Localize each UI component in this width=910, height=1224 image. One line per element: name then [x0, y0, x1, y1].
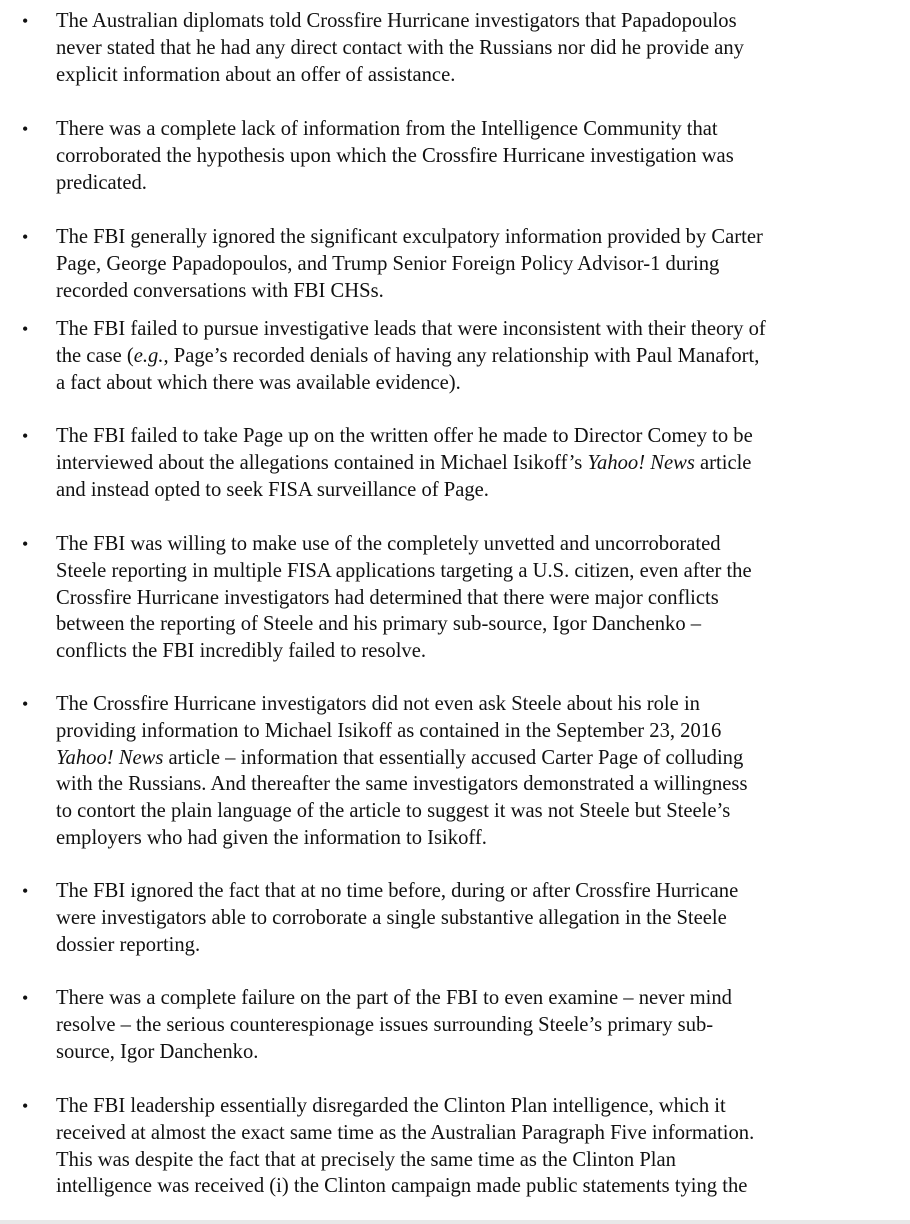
- bullet-item: [22, 316, 856, 396]
- text-line: conflicts the FBI incredibly failed to resolve.: [56, 640, 427, 663]
- text-line: were investigators able to corroborate a single substantive allegation in the Steele: [56, 906, 727, 929]
- text-line: received at almost the exact same time as the Australian Paragraph Five information.: [56, 1121, 755, 1144]
- text-line: Crossfire Hurricane investigators had determined that there were major conflicts: [56, 586, 719, 609]
- bullet-item: [22, 224, 856, 304]
- bullet-marker: •: [22, 227, 29, 247]
- text-line: The Crossfire Hurricane investigators did not even ask Steele about his role in: [56, 693, 700, 715]
- italic-publication-title: Yahoo! News: [56, 746, 164, 769]
- text-line: The Australian diplomats told Crossfire Hurricane investigators that Papadopoulos: [56, 10, 737, 32]
- italic-publication-title: Yahoo! News: [587, 451, 695, 474]
- text-line: Steele reporting in multiple FISA applications targeting a U.S. citizen, even after the: [56, 559, 752, 582]
- text-line: and instead opted to seek FISA surveillance of Page.: [56, 478, 489, 501]
- text-line: The FBI ignored the fact that at no time before, during or after Crossfire Hurricane: [56, 880, 739, 902]
- text-line: predicated.: [56, 171, 147, 194]
- text-line: There was a complete lack of information from the Intelligence Community that: [56, 118, 718, 140]
- italic-abbreviation: e.g.: [133, 344, 164, 367]
- text-line: recorded conversations with FBI CHSs.: [56, 279, 384, 302]
- text-line: explicit information about an offer of assistance.: [56, 63, 456, 86]
- text-run: article: [694, 451, 752, 474]
- bullet-marker: •: [22, 11, 29, 31]
- text-run: the case (: [56, 344, 134, 367]
- bullet-marker: •: [22, 881, 29, 901]
- bullet-marker: •: [22, 988, 29, 1008]
- text-run: interviewed about the allegations contained in Michael Isikoff’s: [56, 451, 588, 474]
- text-line: The FBI generally ignored the significant exculpatory information provided by Carter: [56, 226, 763, 248]
- text-line: a fact about which there was available evidence).: [56, 371, 461, 394]
- text-line: corroborated the hypothesis upon which the Crossfire Hurricane investigation was: [56, 144, 734, 167]
- text-line: The FBI was willing to make use of the completely unvetted and uncorroborated: [56, 533, 721, 555]
- bullet-item: [22, 691, 856, 852]
- bullet-marker: •: [22, 319, 29, 339]
- bullet-item: [22, 1093, 856, 1200]
- bullet-marker: •: [22, 426, 29, 446]
- bullet-marker: •: [22, 694, 29, 714]
- text-line: The FBI failed to pursue investigative leads that were inconsistent with their theory of: [56, 318, 766, 340]
- text-line: employers who had given the information to Isikoff.: [56, 826, 487, 849]
- text-line: [56, 343, 856, 370]
- text-line: intelligence was received (i) the Clinton campaign made public statements tying the: [56, 1175, 748, 1198]
- bullet-item: [22, 985, 856, 1065]
- bullet-item: [22, 531, 856, 665]
- bullet-item: [22, 116, 856, 196]
- bullet-item: [22, 8, 856, 88]
- text-line: [56, 450, 856, 477]
- text-line: providing information to Michael Isikoff as contained in the September 23, 2016: [56, 719, 722, 742]
- text-run: article – information that essentially accused Carter Page of colluding: [163, 746, 744, 769]
- text-line: Page, George Papadopoulos, and Trump Senior Foreign Policy Advisor-1 during: [56, 252, 720, 275]
- text-line: between the reporting of Steele and his primary sub-source, Igor Danchenko –: [56, 613, 702, 636]
- bullet-marker: •: [22, 1096, 29, 1116]
- scan-bottom-edge: [0, 1220, 910, 1224]
- bullet-marker: •: [22, 534, 29, 554]
- bullet-item: [22, 878, 856, 958]
- text-line: [56, 745, 856, 772]
- text-run: , Page’s recorded denials of having any relationship with Paul Manafort,: [163, 344, 760, 367]
- text-line: source, Igor Danchenko.: [56, 1040, 259, 1063]
- text-line: The FBI leadership essentially disregarded the Clinton Plan intelligence, which it: [56, 1095, 726, 1117]
- text-line: The FBI failed to take Page up on the written offer he made to Director Comey to be: [56, 425, 753, 447]
- text-line: never stated that he had any direct contact with the Russians nor did he provide any: [56, 36, 744, 59]
- text-line: to contort the plain language of the article to suggest it was not Steele but Steele’s: [56, 800, 731, 823]
- text-line: resolve – the serious counterespionage issues surrounding Steele’s primary sub-: [56, 1013, 714, 1036]
- text-line: This was despite the fact that at precisely the same time as the Clinton Plan: [56, 1148, 676, 1171]
- text-line: with the Russians. And thereafter the same investigators demonstrated a willingness: [56, 773, 748, 796]
- text-line: dossier reporting.: [56, 933, 201, 956]
- text-line: There was a complete failure on the part of the FBI to even examine – never mind: [56, 987, 732, 1009]
- bullet-marker: •: [22, 119, 29, 139]
- bullet-item: [22, 423, 856, 503]
